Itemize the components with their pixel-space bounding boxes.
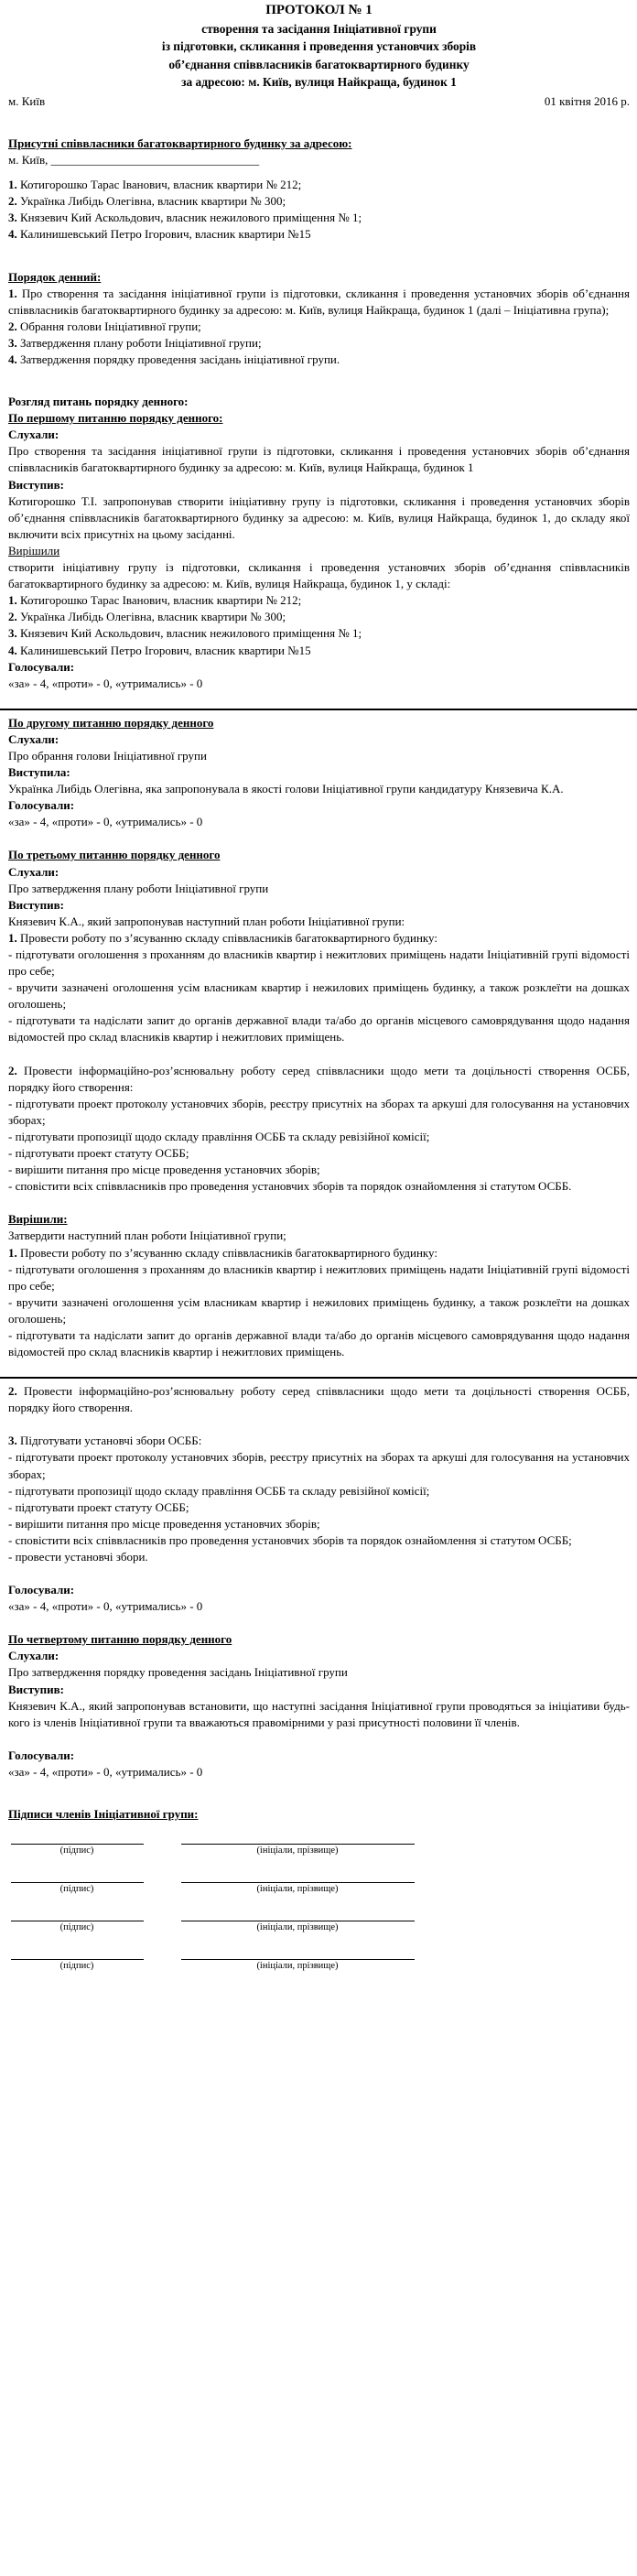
- voted-label: Голосували:: [8, 1583, 75, 1597]
- spoke-label: Виступив:: [8, 477, 64, 492]
- plan-subitem: - сповістити всіх співвласників про проведення установчих зборів та порядок ознайомлення зі статутом ОСББ.: [8, 1179, 572, 1194]
- date: 01 квітня 2016 р.: [544, 93, 630, 108]
- decision-subitem: - вирішити питання про місце проведення установчих зборів;: [8, 1516, 320, 1531]
- signature-row: [8, 1958, 630, 1973]
- decided-label: Вирішили: [8, 543, 60, 557]
- signature-caption: (підпис): [59, 1922, 94, 1933]
- decision-subitem: - провести установчі збори.: [8, 1550, 148, 1564]
- agenda-section: [8, 269, 630, 369]
- vote-result: «за» - 4, «проти» - 0, «утримались» - 0: [8, 815, 203, 829]
- attendee-item: 2. Українка Либідь Олегівна, власник квартири № 300;: [8, 194, 286, 209]
- heard-label: Слухали:: [8, 428, 59, 442]
- member-item: 3. Князевич Кий Аскольдович, власник нежилового приміщення № 1;: [8, 626, 362, 641]
- header-line-3: із підготовки, скликання і проведення установчих зборів: [161, 39, 477, 54]
- decision-point: 3. Підготувати установчі збори ОСББ:: [8, 1434, 202, 1448]
- question-2-section: [8, 715, 630, 831]
- header-line-2: створення та засідання Ініціативної групи: [201, 21, 437, 36]
- decided-text: створити ініціативну групу із підготовки, скликання і проведення установчих зборів об’єднання співвласників багатоквартирного будинку за адресою: м. Київ, вулиця Найкраща, будинок 1, у складі:: [8, 560, 630, 591]
- attendee-item: 1. Котигорошко Тарас Іванович, власник квартири № 212;: [8, 178, 302, 192]
- question-4-title: По четвертому питанню порядку денного: [8, 1632, 232, 1647]
- signatures-section: [8, 1806, 630, 1973]
- city: м. Київ: [8, 93, 46, 108]
- member-item: 2. Українка Либідь Олегівна, власник квартири № 300;: [8, 610, 286, 624]
- voted-label: Голосували:: [8, 1748, 75, 1762]
- vote-result: «за» - 4, «проти» - 0, «утримались» - 0: [8, 1599, 203, 1614]
- voted-label: Голосували:: [8, 659, 75, 674]
- spoke-text: Котигорошко Т.І. запропонував створити ініціативну групу із підготовки, скликання і проведення установчих зборів об’єднання співвласників багатоквартирного будинку за адресою: м. Київ, вулиця Найкраща, будинок 1, до складу якої включити всіх присутніх на цьому засіданні.: [8, 493, 630, 541]
- plan-subitem: - вирішити питання про місце проведення установчих зборів;: [8, 1163, 320, 1177]
- decision-subitem: - вручити зазначені оголошення усім власникам квартир і нежилових приміщень будинку, а також розклеїти на дошках оголошень;: [8, 1294, 630, 1326]
- name-caption: (ініціали, прізвище): [256, 1922, 339, 1933]
- plan-subitem: - підготувати та надіслати запит до органів державної влади та/або до органів місцевого самоврядування щодо надання відомостей про склад власників квартир і нежитлових приміщень.: [8, 1013, 630, 1044]
- decision-subitem: - підготувати пропозиції щодо складу правління ОСББ та складу ревізійної комісії;: [8, 1483, 430, 1498]
- vote-result: «за» - 4, «проти» - 0, «утримались» - 0: [8, 1764, 203, 1779]
- spoke-text: Князевич К.А., який запропонував встановити, що наступні засідання Ініціативної групи проводяться за ініціативи будь-кого із членів Ініціативної групи та вважаються правомірними у разі присутності половини її членів.: [8, 1698, 630, 1729]
- signature-row: [8, 1881, 630, 1896]
- decided-label: Вирішили:: [8, 1212, 68, 1227]
- attendance-title: Присутні співвласники багатоквартирного будинку за адресою:: [8, 135, 352, 150]
- attendance-address: м. Київ, ___________________________________: [8, 153, 260, 168]
- spoke-text: Українка Либідь Олегівна, яка запропонувала в якості голови Ініціативної групи кандидатуру Князевича К.А.: [8, 782, 564, 796]
- member-item: 4. Калинишевський Петро Ігорович, власник квартири №15: [8, 643, 311, 657]
- decided-text: Затвердити наступний план роботи Ініціативної групи;: [8, 1228, 286, 1243]
- heard-text: Про затвердження порядку проведення засідань Ініціативної групи: [8, 1665, 348, 1680]
- question-2-title: По другому питанню порядку денного: [8, 715, 214, 730]
- spoke-label: Виступила:: [8, 765, 70, 780]
- plan-subitem: - вручити зазначені оголошення усім власникам квартир і нежилових приміщень будинку, а також розклеїти на дошках оголошень;: [8, 980, 630, 1012]
- member-item: 1. Котигорошко Тарас Іванович, власник квартири № 212;: [8, 593, 302, 608]
- decision-subitem: - сповістити всіх співвласників про проведення установчих зборів та порядок ознайомлення зі статутом ОСББ;: [8, 1532, 572, 1547]
- vote-result: «за» - 4, «проти» - 0, «утримались» - 0: [8, 676, 203, 690]
- name-caption: (ініціали, прізвище): [256, 1845, 339, 1856]
- question-1-section: [8, 394, 630, 692]
- question-3-continued: [8, 1383, 630, 1615]
- decision-subitem: - підготувати та надіслати запит до органів державної влади та/або до органів місцевого самоврядування щодо надання відомостей про склад власників квартир і нежитлових приміщень.: [8, 1327, 630, 1359]
- plan-subitem: - підготувати оголошення з проханням до власників квартир і нежитлових приміщень надати Ініціативній групі відомості про себе;: [8, 947, 630, 979]
- header-line-5: за адресою: м. Київ, вулиця Найкраща, будинок 1: [181, 75, 457, 90]
- plan-subitem: - підготувати проект статуту ОСББ;: [8, 1146, 189, 1161]
- city-date-row: [8, 93, 630, 110]
- attendee-item: 4. Калинишевський Петро Ігорович, власник квартири №15: [8, 227, 311, 242]
- question-3-title: По третьому питанню порядку денного: [8, 848, 221, 862]
- question-4-section: [8, 1631, 630, 1780]
- plan-point: 1. Провести роботу по з’ясуванню складу співвласників багатоквартирного будинку:: [8, 930, 437, 945]
- heard-label: Слухали:: [8, 731, 59, 746]
- heard-label: Слухали:: [8, 1649, 59, 1663]
- question-1-title: По першому питанню порядку денного:: [8, 411, 223, 426]
- plan-point: 2. Провести інформаційно-роз’яснювальну роботу серед співвласники щодо мети та доцільності створення ОСББ, порядку його створення:: [8, 1063, 630, 1094]
- page-divider: [0, 1377, 637, 1383]
- heard-text: Про затвердження плану роботи Ініціативної групи: [8, 881, 269, 895]
- signature-row: [8, 1843, 630, 1857]
- name-caption: (ініціали, прізвище): [256, 1961, 339, 1972]
- spoke-label: Виступив:: [8, 897, 64, 912]
- signatures-title: Підписи членів Ініціативної групи:: [8, 1807, 199, 1822]
- review-title: Розгляд питань порядку денного:: [8, 395, 189, 409]
- plan-subitem: - підготувати пропозиції щодо складу правління ОСББ та складу ревізійної комісії;: [8, 1129, 430, 1143]
- agenda-item: 3. Затвердження плану роботи Ініціативної групи;: [8, 335, 262, 350]
- agenda-title: Порядок денний:: [8, 269, 102, 284]
- signature-row: [8, 1920, 630, 1934]
- spoke-label: Виступив:: [8, 1682, 64, 1696]
- header-line-4: об’єднання співвласників багатоквартирного будинку: [168, 57, 470, 71]
- question-3-section: [8, 847, 630, 1360]
- signature-caption: (підпис): [59, 1961, 94, 1972]
- protocol-title: ПРОТОКОЛ № 1: [265, 3, 372, 17]
- name-caption: (ініціали, прізвище): [256, 1884, 339, 1895]
- agenda-item: 1. Про створення та засідання ініціативної групи із підготовки, скликання і проведення установчих зборів об’єднання співвласників багатоквартирного будинку за адресою: м. Київ, вулиця Найкраща, будинок 1 (далі – Ініціативна група);: [8, 286, 630, 317]
- voted-label: Голосували:: [8, 798, 75, 813]
- signature-caption: (підпис): [59, 1845, 94, 1856]
- decision-subitem: - підготувати оголошення з проханням до власників квартир і нежитлових приміщень надати Ініціативній групі відомості про себе;: [8, 1261, 630, 1293]
- heard-label: Слухали:: [8, 864, 59, 879]
- attendance-section: [8, 135, 630, 244]
- plan-subitem: - підготувати проект протоколу установчих зборів, реєстру присутніх на зборах та аркуші для голосування на установчих зборах;: [8, 1096, 630, 1127]
- heard-text: Про обрання голови Ініціативної групи: [8, 748, 207, 763]
- signature-caption: (підпис): [59, 1884, 94, 1895]
- decision-point: 2. Провести інформаційно-роз’яснювальну роботу серед співвласники щодо мети та доцільності створення ОСББ, порядку його створення.: [8, 1384, 630, 1415]
- agenda-item: 4. Затвердження порядку проведення засідань ініціативної групи.: [8, 352, 340, 366]
- decision-point: 1. Провести роботу по з’ясуванню складу співвласників багатоквартирного будинку:: [8, 1245, 437, 1260]
- decision-subitem: - підготувати проект статуту ОСББ;: [8, 1499, 189, 1514]
- page-divider: [0, 709, 637, 715]
- spoke-text: Князевич К.А., який запропонував наступний план роботи Ініціативної групи:: [8, 914, 405, 928]
- heard-text: Про створення та засідання ініціативної групи із підготовки, скликання і проведення установчих зборів об’єднання співвласників багатоквартирного будинку за адресою: м. Київ, вулиця Найкраща, будинок 1: [8, 444, 630, 475]
- document-header: [8, 0, 630, 92]
- agenda-item: 2. Обрання голови Ініціативної групи;: [8, 319, 201, 333]
- decision-subitem: - підготувати проект протоколу установчих зборів, реєстру присутніх на зборах та аркуші для голосування на установчих зборах;: [8, 1450, 630, 1481]
- attendee-item: 3. Князевич Кий Аскольдович, власник нежилового приміщення № 1;: [8, 211, 362, 225]
